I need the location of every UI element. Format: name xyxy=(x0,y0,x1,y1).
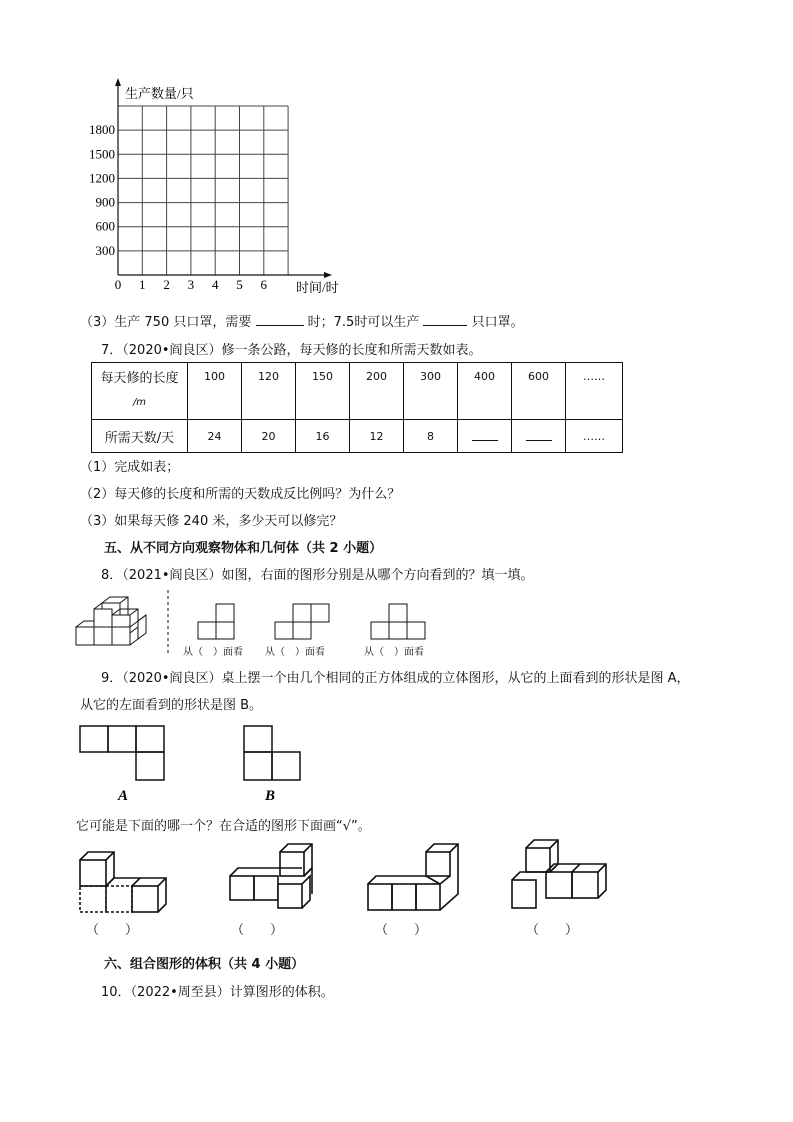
q7-cell: 8 xyxy=(404,420,458,453)
q6-sub3-text-c: 只口罩。 xyxy=(471,315,524,330)
q7-cell: 400 xyxy=(458,363,512,420)
q7-cell: 600 xyxy=(512,363,566,420)
q9-figure-a xyxy=(80,726,164,780)
q6-sub3-text-a: （3）生产 750 只口罩，需要 xyxy=(80,315,252,330)
q7-title: 7．（2020•阎良区）修一条公路，每天修的长度和所需天数如表。 xyxy=(101,343,482,358)
x-axis-arrow xyxy=(324,272,332,278)
q7-cell: 20 xyxy=(242,420,296,453)
q9-option-2 xyxy=(230,844,312,908)
q7-sub1: （1）完成如表； xyxy=(80,460,180,475)
q9-answer-1[interactable]: （ ） xyxy=(86,923,139,938)
q9-figure-b xyxy=(244,726,300,780)
x-tick-label: 5 xyxy=(236,277,243,292)
x-tick-label: 6 xyxy=(260,277,268,292)
y-axis-label: 生产数量/只 xyxy=(125,86,194,101)
y-tick-label: 1200 xyxy=(89,170,115,186)
q7-row-days xyxy=(92,420,623,453)
q7-answer-cell-400[interactable] xyxy=(458,420,512,453)
y-tick-label: 300 xyxy=(95,242,115,258)
q7-sub2: （2）每天修的长度和所需的天数成反比例吗？为什么？ xyxy=(80,487,401,502)
q8-cube-solid xyxy=(76,597,146,645)
q7-cell: 300 xyxy=(404,363,458,420)
production-chart xyxy=(0,0,793,300)
q7-table xyxy=(91,362,623,453)
x-axis-label: 时间/时 xyxy=(296,280,339,295)
q8-title: 8．（2021•阎良区）如图，右面的图形分别是从哪个方向看到的？填一填。 xyxy=(101,568,534,583)
q9-option-4 xyxy=(512,840,606,908)
q7-cell: 24 xyxy=(188,420,242,453)
q9-option-3 xyxy=(368,844,458,910)
q8-view-1 xyxy=(198,604,234,639)
q6-hours-blank[interactable] xyxy=(256,314,304,326)
y-axis-arrow xyxy=(115,78,121,86)
x-tick-label: 1 xyxy=(139,277,146,292)
q10-title: 10．（2022•周至县）计算图形的体积。 xyxy=(101,985,334,1000)
q7-cell: …… xyxy=(566,420,623,453)
q8-caption-2[interactable]: 从（ ）面看 xyxy=(265,647,325,658)
q8-view-2 xyxy=(275,604,329,639)
q7-answer-cell-600[interactable] xyxy=(512,420,566,453)
q7-row-length xyxy=(92,363,623,420)
q8-caption-3[interactable]: 从（ ）面看 xyxy=(364,647,424,658)
q6-count-blank[interactable] xyxy=(423,314,467,326)
q9-label-a: A xyxy=(118,788,129,804)
q9-label-b: B xyxy=(265,788,276,804)
q7-cell: 150 xyxy=(296,363,350,420)
section6-title: 六、组合图形的体积（共 4 小题） xyxy=(104,957,305,972)
q7-cell: 200 xyxy=(350,363,404,420)
q7-row1-header-b: /m xyxy=(132,397,147,408)
q9-line2: 从它的左面看到的形状是图 B。 xyxy=(80,698,263,713)
x-tick-label: 0 xyxy=(114,277,122,292)
q7-row1-header-a: 每天修的长度 xyxy=(100,371,179,386)
y-tick-label: 1800 xyxy=(89,122,115,138)
x-tick-label: 4 xyxy=(211,277,219,292)
q9-options xyxy=(70,838,630,918)
q9-line1: 9．（2020•阎良区）桌上摆一个由几个相同的正方体组成的立体图形，从它的上面看到的形状是图 A， xyxy=(101,671,690,686)
q7-cell: 16 xyxy=(296,420,350,453)
q8-caption-1[interactable]: 从（ ）面看 xyxy=(183,647,243,658)
q7-row2-header: 所需天数/天 xyxy=(92,420,188,453)
y-tick-label: 1500 xyxy=(89,146,115,162)
x-tick-label: 3 xyxy=(187,277,195,292)
y-tick-label: 900 xyxy=(95,194,115,210)
q7-row1-header xyxy=(92,363,188,420)
q7-cell: 100 xyxy=(188,363,242,420)
q9-answer-4[interactable]: （ ） xyxy=(526,923,579,938)
q9-answer-2[interactable]: （ ） xyxy=(231,923,284,938)
q9-answer-3[interactable]: （ ） xyxy=(375,923,428,938)
q8-view-3 xyxy=(371,604,425,639)
q7-sub3: （3）如果每天修 240 米，多少天可以修完？ xyxy=(80,514,343,529)
q7-cell: 12 xyxy=(350,420,404,453)
y-tick-label: 600 xyxy=(95,218,115,234)
x-tick-label: 2 xyxy=(163,277,170,292)
q6-sub3-text-b: 时；7.5时可以生产 xyxy=(307,315,420,330)
q9-option-1 xyxy=(80,852,166,912)
q9-views xyxy=(70,718,330,808)
section5-title: 五、从不同方向观察物体和几何体（共 2 小题） xyxy=(104,541,383,556)
q7-cell: …… xyxy=(566,363,623,420)
q7-cell: 120 xyxy=(242,363,296,420)
q9-question: 它可能是下面的哪一个？在合适的图形下面画“√”。 xyxy=(76,819,371,834)
q6-sub3 xyxy=(80,311,524,330)
